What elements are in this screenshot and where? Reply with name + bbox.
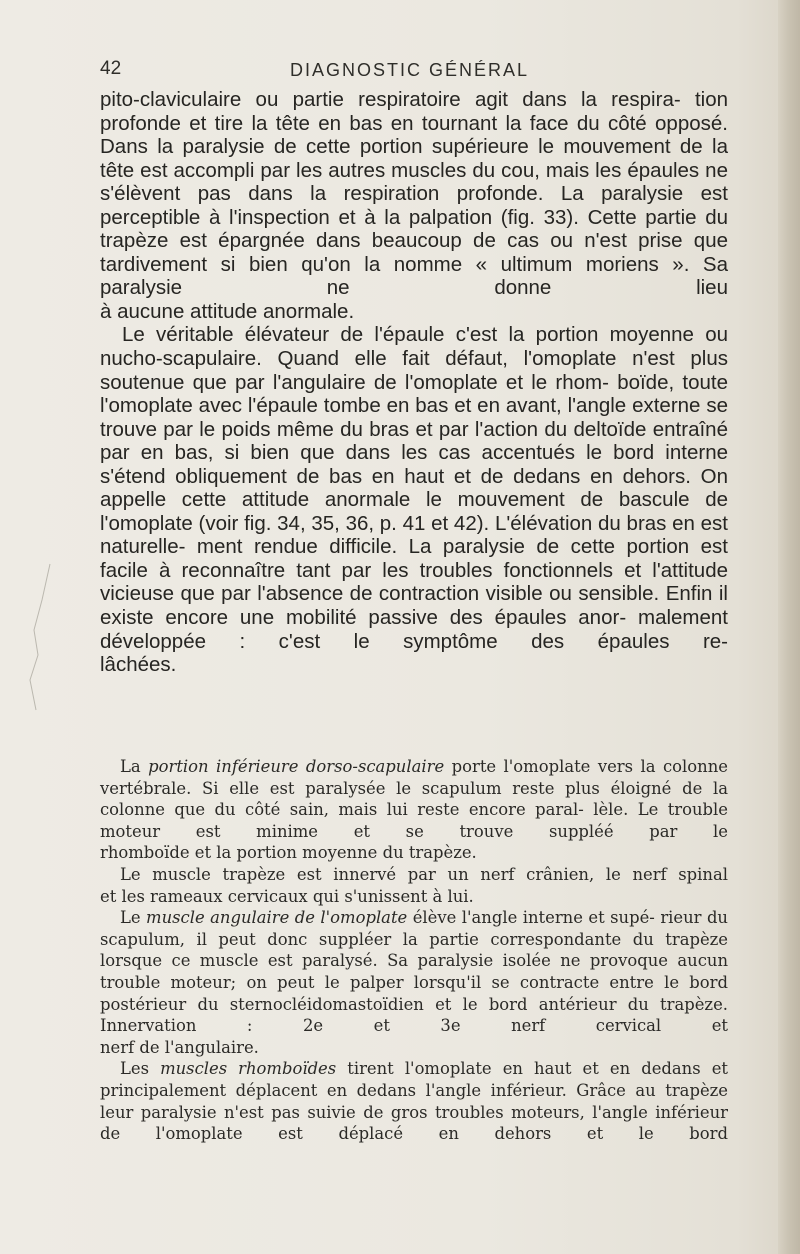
- text-line: provoque aucun trouble moteur; on peut le palper lorsqu'il se: [100, 951, 728, 992]
- text-line: Enfin il existe encore une mobilité passive des épaules anor-: [100, 582, 728, 630]
- text-line: du trapèze lorsque ce muscle est paralysé. Sa paralysie isolée ne: [100, 929, 728, 971]
- text-line: lâchées.: [100, 653, 177, 677]
- paragraph-1-end: [100, 300, 728, 324]
- text-line: palpation (fig. 33). Cette partie du trapèze est épargnée dans: [100, 205, 728, 253]
- text-line: rieur du scapulum, il peut donc suppléer la partie correspondante: [100, 908, 728, 949]
- text-line: dans les cas accentués le bord interne s'étend obliquement: [100, 441, 728, 488]
- note-3-end: [100, 1037, 728, 1059]
- text-line: Le muscle trapèze est innervé par un nerf crânien, le nerf spinal: [120, 864, 728, 884]
- note-3: [100, 907, 728, 1037]
- text-line: à reconnaître tant par les troubles fonctionnels et l'attitude: [158, 558, 729, 582]
- text-line: le mouvement de la tête est accompli par les autres muscles: [100, 135, 728, 182]
- text-line: tion profonde et tire la tête en bas en tournant la face du: [100, 88, 728, 135]
- margin-pencil-mark: [20, 560, 60, 720]
- text-line: lèle. Le trouble moteur est minime et se trouve suppléé par le: [100, 800, 728, 841]
- text-line: 34, 35, 36, p. 41 et 42). L'élévation du bras en est naturelle-: [100, 511, 728, 559]
- text-line: et par l'action du deltoïde entraîné par en bas, si bien que: [100, 417, 728, 465]
- text-line: la nomme « ultimum moriens ». Sa paralysie ne donne lieu: [100, 252, 728, 300]
- page-number: 42: [100, 58, 122, 79]
- text-line: nerf de l'angulaire.: [100, 1037, 259, 1057]
- note-2: [100, 864, 728, 886]
- text-line: avant, l'angle externe se trouve par le poids même du bras: [100, 394, 728, 441]
- text-line: anormale le mouvement de bascule de l'omoplate (voir fig.: [100, 488, 729, 535]
- text-line: colonne vertébrale. Si elle est paralysée le scapulum reste plus: [100, 757, 728, 798]
- text-line: malement développée : c'est le symptôme des épaules re-: [100, 606, 729, 653]
- text-line: et principalement déplacent en dedans l'angle inférieur. Grâce au: [100, 1059, 728, 1100]
- text-line: Le muscle angulaire de l'omoplate élève l'angle interne et supé-: [120, 908, 655, 928]
- italic-term: muscle angulaire de l'omoplate: [146, 908, 408, 928]
- text-line: bord antérieur du trapèze. Innervation : 2e et 3e nerf cervical et: [100, 994, 728, 1036]
- main-text: [100, 88, 728, 677]
- text-line: trapèze leur paralysie n'est pas suivie de gros troubles moteurs,: [100, 1080, 728, 1122]
- page-edge-shadow: [778, 0, 800, 1254]
- text-line: de bas en haut et de dedans en dehors. On appelle cette attitude: [100, 464, 728, 512]
- note-2-end: [100, 886, 728, 908]
- note-4: [100, 1058, 728, 1144]
- italic-term: portion inférieure dorso-scapulaire: [148, 757, 445, 776]
- text-line: ment rendue difficile. La paralysie de cette portion est facile: [100, 535, 728, 582]
- text-line: à aucune attitude anormale.: [100, 299, 355, 323]
- notes-section: [100, 756, 728, 1145]
- text-line: Les muscles rhomboïdes tirent l'omoplate en haut et en dedans: [120, 1059, 701, 1079]
- running-title: DIAGNOSTIC GÉNÉRAL: [290, 60, 530, 80]
- text-line: et les rameaux cervicaux qui s'unissent à lui.: [100, 886, 474, 906]
- text-line: plus soutenue que par l'angulaire de l'omoplate et le rhom-: [100, 347, 729, 394]
- text-line: contracte entre le bord postérieur du sternocléidomastoïdien et le: [100, 972, 728, 1014]
- text-line: ou nucho-scapulaire. Quand elle fait défaut, l'omoplate n'est: [100, 323, 728, 371]
- text-line: l'angle inférieur de l'omoplate est déplacé en dehors et le bord: [100, 1102, 728, 1144]
- paragraph-2-end: [100, 653, 728, 677]
- text-line: éloigné de la colonne que du côté sain, mais lui reste encore paral-: [100, 778, 728, 820]
- text-line: boïde, toute l'omoplate avec l'épaule tombe en bas et en: [100, 370, 728, 418]
- text-line: vicieuse que par l'absence de contraction visible ou sensible.: [100, 582, 660, 606]
- text-line: profonde. La paralysie est perceptible à l'inspection et à la: [100, 182, 728, 229]
- italic-term: muscles rhomboïdes: [160, 1059, 337, 1079]
- text-line: pito-claviculaire ou partie respiratoire agit dans la respira-: [100, 88, 681, 111]
- running-head: [100, 58, 720, 86]
- text-line: côté opposé. Dans la paralysie de cette portion supérieure: [100, 111, 728, 159]
- text-line: beaucoup de cas ou n'est prise que tardivement si bien qu'on: [100, 229, 728, 276]
- paragraph-2: [100, 323, 728, 653]
- text-line: La portion inférieure dorso-scapulaire porte l'omoplate vers la: [120, 757, 656, 776]
- text-line: du cou, mais les épaules ne s'élèvent pas dans la respiration: [100, 158, 728, 206]
- note-1-end: [100, 842, 728, 864]
- text-line: Le véritable élévateur de l'épaule c'est la portion moyenne: [122, 323, 694, 347]
- note-1: [100, 756, 728, 842]
- paragraph-1: [100, 88, 728, 300]
- text-line: rhomboïde et la portion moyenne du trapèze.: [100, 843, 477, 863]
